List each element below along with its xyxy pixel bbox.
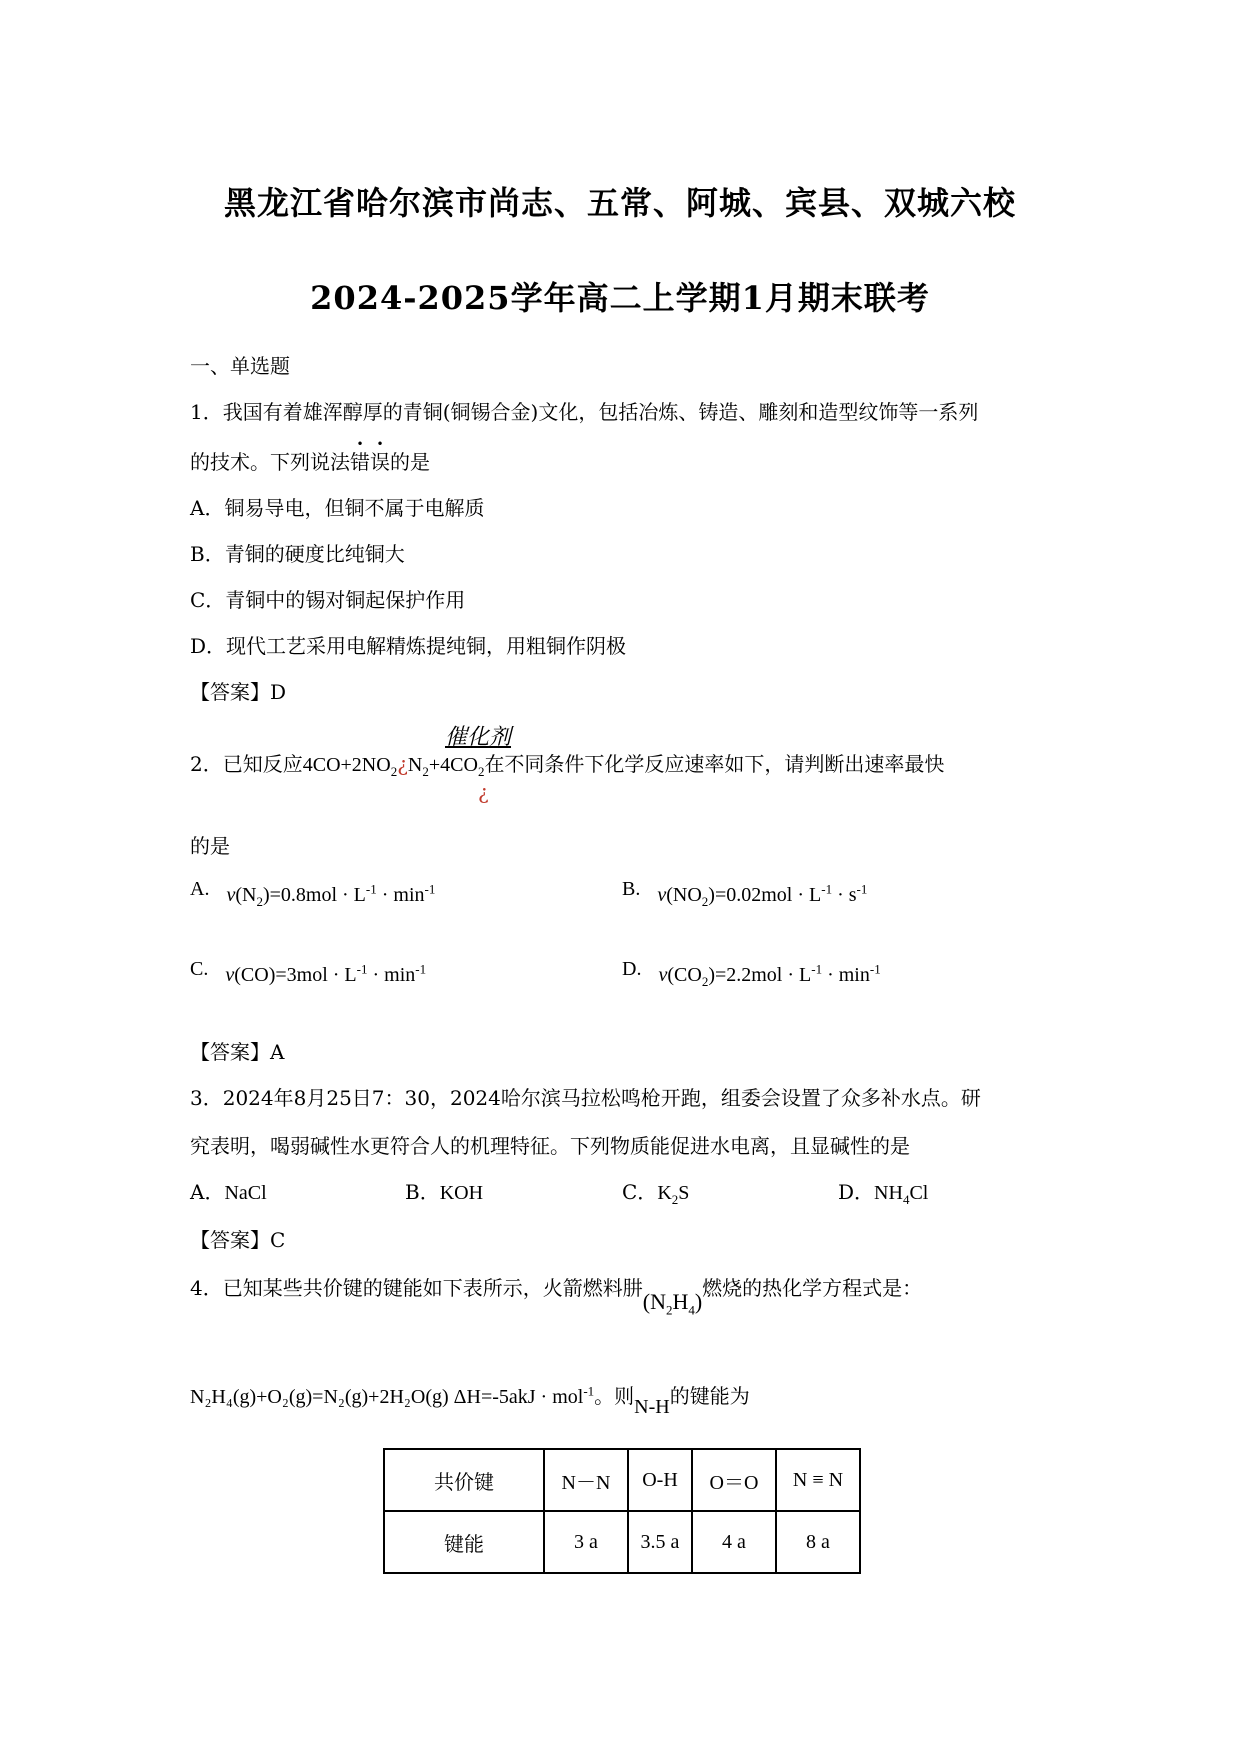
table-header-cell: 共价键 (384, 1449, 544, 1511)
q1-emphasis-2: 误 (370, 450, 390, 474)
q2-option-a-val: )=0.8mol · L (262, 884, 366, 906)
q2-option-c-v: v (225, 964, 235, 986)
q3-text-line2: 究表明，喝弱碱性水更符合人的机理特征。下列物质能促进水电离，且显碱性的是 (190, 1134, 910, 1158)
q2-text-line2: 的是 (190, 834, 230, 858)
q2-option-d-sup1: -1 (811, 961, 823, 977)
q2-option-b-val: )=0.02mol · L (708, 884, 822, 906)
q4-hydrazine-n: N (650, 1289, 666, 1314)
table-cell: 8 a (776, 1511, 860, 1573)
q1-option-b: B．青铜的硬度比纯铜大 (190, 542, 405, 566)
table-cell: 键能 (384, 1511, 544, 1573)
q3-text-line1: 3．2024年8月25日7：30，2024哈尔滨马拉松鸣枪开跑，组委会设置了众多补水点。研 (190, 1086, 981, 1110)
section-heading: 一、单选题 (190, 354, 290, 378)
q4-nh-bond: N-H (634, 1396, 670, 1418)
page-title-line1: 黑龙江省哈尔滨市尚志、五常、阿城、宾县、双城六校 (223, 184, 1016, 222)
q3-option-c-pre: K (657, 1182, 672, 1204)
q3-answer: 【答案】C (190, 1228, 286, 1252)
q3-option-b-label: B． (405, 1180, 440, 1204)
table-row (384, 1449, 860, 1511)
q3-option-a-value: NaCl (224, 1182, 267, 1204)
table-cell: 3.5 a (628, 1511, 692, 1573)
q4-equation-line (190, 1380, 750, 1419)
q2-option-b-species: NO (672, 884, 702, 906)
q4-equation: N₂H₄(g)+O₂(g)=N₂(g)+2H₂O(g) ΔH=-5akJ · mol (190, 1386, 584, 1408)
q2-option-a-species: N (242, 884, 257, 906)
q3-option-b-value: KOH (439, 1182, 484, 1204)
q1-text-line1: 1．我国有着雄浑醇厚的青铜(铜锡合金)文化，包括冶炼、铸造、雕刻和造型纹饰等一系列 (190, 400, 979, 424)
q1-option-c: C．青铜中的锡对铜起保护作用 (190, 588, 466, 612)
q2-option-d-species: CO (674, 964, 702, 986)
q2-option-a-label: A. (190, 878, 210, 900)
q2-option-a: A. $v(N_2)=0.8mol \cdot L^{-1} \cdot \min^{-1}$ (190, 878, 436, 909)
q4-text-pre: 4．已知某些共价键的键能如下表所示，火箭燃料肼 (190, 1276, 643, 1300)
q1-text-line2 (190, 446, 430, 475)
q2-option-a-v: v (226, 884, 236, 906)
q2-equation-left: 4CO+2NO (302, 754, 391, 776)
q2-option-c-sup1: -1 (356, 961, 368, 977)
q2-option-d-unit: · min (822, 964, 870, 986)
q4-text-line1 (190, 1272, 922, 1318)
q2-glyph-below: ¿ (478, 780, 489, 804)
q2-option-c-sup2: -1 (415, 961, 427, 977)
q2-option-b: B. $v(NO_2)=0.02mol \cdot L^{-1} \cdot s^{-1}$ (622, 878, 868, 909)
q2-sub-no2: 2 (390, 764, 398, 779)
q2-option-b-sup1: -1 (821, 881, 833, 897)
q1-text-post: 的是 (390, 450, 430, 474)
q4-hydrazine-formula: $(N_2H_4)$ (642, 1289, 703, 1318)
q1-answer: 【答案】D (190, 680, 287, 704)
table-header-cell: O-H (628, 1449, 692, 1511)
q3-option-c-post: S (678, 1182, 690, 1204)
q4-equation-tail: 的键能为 (669, 1384, 750, 1408)
q2-option-c: C. $v(CO)=3mol \cdot L^{-1} \cdot \min^{-1}$ (190, 958, 427, 986)
q4-hydrazine-h: H (672, 1289, 689, 1314)
q2-option-b-sub: 2 (701, 894, 709, 909)
q2-option-c-species: CO (240, 964, 269, 986)
q2-option-a-unit: · min (376, 884, 425, 906)
q2-option-c-unit: · min (367, 964, 416, 986)
q2-option-b-v: v (657, 884, 667, 906)
q2-sub-n2: 2 (422, 764, 429, 779)
q2-eq-rest: +4CO (428, 754, 478, 776)
q2-option-b-sup2: -1 (856, 881, 868, 897)
q2-option-d-val: )=2.2mol · L (708, 964, 812, 986)
q3-option-d-sub: 4 (902, 1192, 910, 1207)
q2-option-c-val: )=3mol · L (268, 964, 357, 986)
q4-equation-post: 。则 (594, 1384, 635, 1408)
q2-eq-n: N (407, 754, 423, 776)
q2-option-a-sup2: -1 (424, 881, 436, 897)
q3-option-d-label: D． (838, 1180, 875, 1204)
page-title-line2: 2024-2025学年高二上学期1月期末联考 (310, 279, 930, 317)
table-header-cell: N ≡ N (776, 1449, 860, 1511)
q4-text-post: 燃烧的热化学方程式是： (702, 1276, 923, 1300)
q2-option-a-sup1: -1 (365, 881, 377, 897)
q2-option-d-sub: 2 (701, 974, 709, 989)
q1-option-a: A．铜易导电，但铜不属于电解质 (190, 496, 485, 520)
q2-option-a-sub: 2 (256, 894, 263, 909)
q3-option-a-label: A． (190, 1180, 225, 1204)
q2-option-d-v: v (658, 964, 668, 986)
q2-option-d-sup2: -1 (869, 961, 881, 977)
q4-hydrazine-sub-4: 4 (688, 1302, 695, 1318)
table-header-cell: O＝O (692, 1449, 776, 1511)
q3-option-d-pre: NH (874, 1182, 903, 1204)
q2-option-d-label: D. (622, 958, 642, 980)
q3-option-c (622, 1176, 689, 1208)
table-cell: 4 a (692, 1511, 776, 1573)
q2-catalyst-label: 催化剂 (445, 725, 512, 750)
q2-option-d: D. $v(CO_2)=2.2mol \cdot L^{-1} \cdot \min^{-1}$ (622, 958, 881, 989)
q2-answer: 【答案】A (190, 1040, 285, 1064)
table-header-cell: N－N (544, 1449, 628, 1511)
table-row (384, 1511, 860, 1573)
q2-text-line1 (190, 748, 944, 780)
bond-energy-table (383, 1448, 861, 1574)
table-cell: 3 a (544, 1511, 628, 1573)
q1-option-d: D．现代工艺采用电解精炼提纯铜，用粗铜作阴极 (190, 634, 627, 658)
q3-option-d-post: Cl (909, 1182, 929, 1204)
q2-glyph: ¿ (397, 752, 408, 776)
q4-equation-sup: -1 (583, 1383, 595, 1399)
q1-text-pre: 的技术。下列说法 (190, 450, 350, 474)
q3-option-d (838, 1176, 928, 1208)
q2-sub-co2: 2 (477, 764, 485, 779)
q3-option-c-sub: 2 (671, 1192, 679, 1207)
q2-option-b-unit: · s (832, 884, 857, 906)
q1-emphasis-1: 错 (350, 450, 370, 474)
q2-pre: 2．已知反应 (190, 752, 303, 776)
q3-option-a (190, 1176, 267, 1205)
q3-option-c-label: C． (622, 1180, 658, 1204)
q2-option-b-label: B. (622, 878, 641, 900)
q4-hydrazine-sub-2: 2 (665, 1302, 673, 1318)
q2-post: 在不同条件下化学反应速率如下，请判断出速率最快 (484, 752, 945, 776)
q3-option-b (405, 1176, 483, 1205)
q2-option-c-label: C. (190, 958, 209, 980)
